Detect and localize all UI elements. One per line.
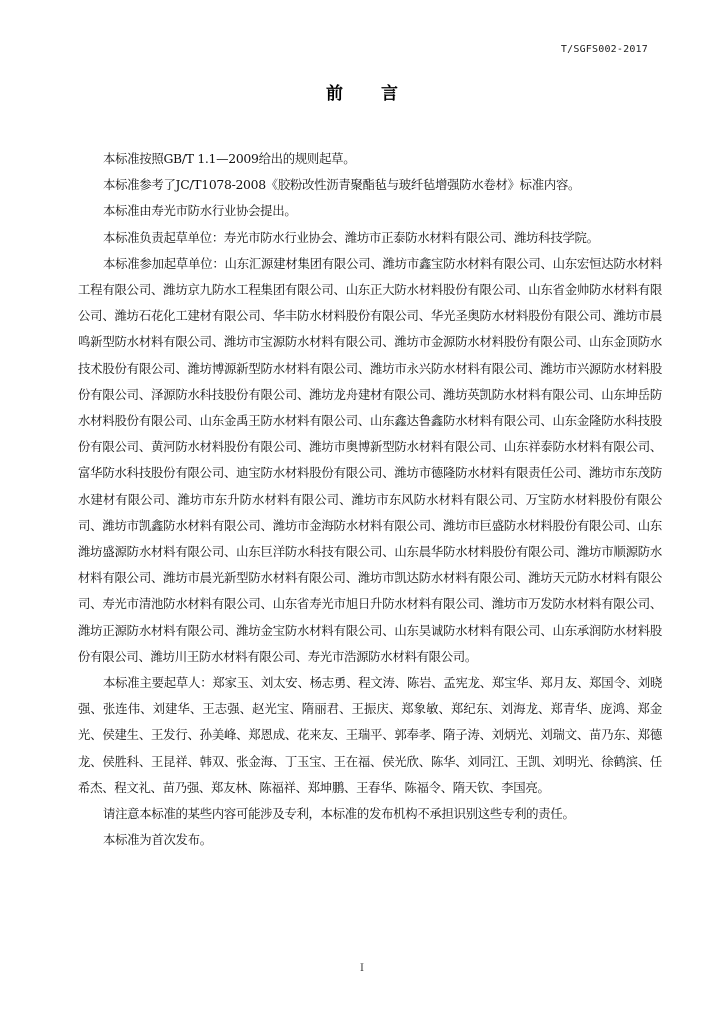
paragraph-responsible-units: 本标准负责起草单位：寿光市防水行业协会、潍坊市正泰防水材料有限公司、潍坊科技学院。 <box>103 229 599 245</box>
foreword-body <box>78 146 662 853</box>
standard-code: T/SGFS002-2017 <box>560 44 648 55</box>
paragraph-first-release: 本标准为首次发布。 <box>103 832 212 848</box>
page-title: 前言 <box>326 84 436 104</box>
paragraph-drafting-rules: 本标准按照GB/T 1.1—2009给出的规则起草。 <box>103 151 356 166</box>
paragraph-main-drafters: 本标准主要起草人：郑家玉、刘太安、杨志勇、程文涛、陈岩、孟宪龙、郑宝华、郑月友、郑国令、刘晓强、张连伟、刘建华、王志强、赵光宝、隋丽君、王振庆、郑象敏、郑纪东、刘海龙、郑青华、庞鸿、郑金光、侯建生、王发行、孙美峰、郑恩成、花来友、王瑞平、郭奉孝、隋子涛、刘炳光、刘瑞文、苗乃东、郑德龙、侯胜科、王昆祥、韩双、张金海、丁玉宝、王在福、侯光欣、陈华、刘同江、王凯、刘明光、徐鹤滨、任希杰、程文礼、苗乃强、郑友林、陈福祥、郑坤鹏、王春华、陈福令、隋天钦、李国亮。 <box>78 675 662 795</box>
page-number: I <box>360 963 364 974</box>
paragraph-patent-notice: 请注意本标准的某些内容可能涉及专利，本标准的发布机构不承担识别这些专利的责任。 <box>103 806 575 822</box>
paragraph-proposer: 本标准由寿光市防水行业协会提出。 <box>103 203 297 219</box>
paragraph-participating-units: 本标准参加起草单位：山东汇源建材集团有限公司、潍坊市鑫宝防水材料有限公司、山东宏恒达防水材料工程有限公司、潍坊京九防水工程集团有限公司、山东正大防水材料股份有限公司、山东省金帅防水材料有限公司、潍坊石花化工建材有限公司、华丰防水材料股份有限公司、华光圣奥防水材料股份有限公司、潍坊市晨鸣新型防水材料有限公司、潍坊市宝源防水材料有限公司、潍坊市金源防水材料股份有限公司、山东金顶防水技术股份有限公司、潍坊博源新型防水材料有限公司、潍坊市永兴防水材料有限公司、潍坊市兴源防水材料股份有限公司、泽源防水科技股份有限公司、潍坊龙舟建材有限公司、潍坊英凯防水材料有限公司、山东坤岳防水材料股份有限公司、山东金禹王防水材料有限公司、山东鑫达鲁鑫防水材料有限公司、山东金隆防水科技股份有限公司、黄河防水材料股份有限公司、潍坊市奥博新型防水材料有限公司、山东祥泰防水材料有限公司、富华防水科技股份有限公司、迪宝防水材料股份有限公司、潍坊市德隆防水材料有限责任公司、潍坊市东茂防水建材有限公司、潍坊市东升防水材料有限公司、潍坊市东风防水材料有限公司、万宝防水材料股份有限公司、潍坊市凯鑫防水材料有限公司、潍坊市金海防水材料有限公司、潍坊市巨盛防水材料股份有限公司、山东潍坊盛源防水材料有限公司、山东巨洋防水科技有限公司、山东晨华防水材料股份有限公司、潍坊市顺源防水材料有限公司、潍坊市晨光新型防水材料有限公司、潍坊市凯达防水材料有限公司、潍坊天元防水材料有限公司、寿光市清池防水材料有限公司、山东省寿光市旭日升防水材料有限公司、潍坊市万发防水材料有限公司、潍坊正源防水材料有限公司、潍坊金宝防水材料有限公司、山东昊诚防水材料有限公司、山东承润防水材料股份有限公司、潍坊川王防水材料有限公司、寿光市浩源防水材料有限公司。 <box>78 255 662 664</box>
paragraph-reference: 本标准参考了JC/T1078-2008《胶粉改性沥青聚酯毡与玻纤毡增强防水卷材》标准内容。 <box>103 177 581 193</box>
